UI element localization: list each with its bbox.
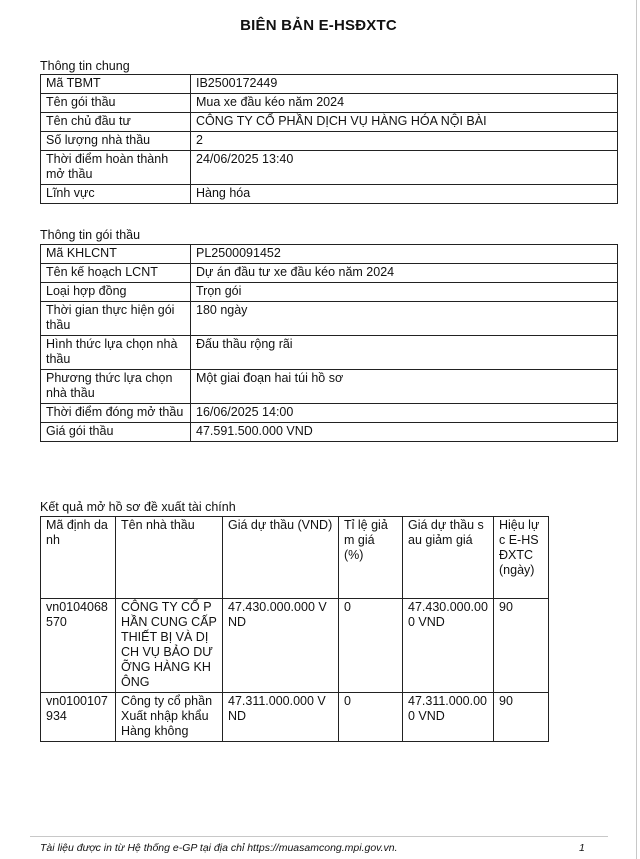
- package-info-table: [40, 244, 618, 442]
- table-row: [41, 693, 549, 742]
- table-row: [41, 264, 618, 283]
- row-label: Tên gói thầu: [41, 94, 191, 113]
- footer-text: Tài liệu được in từ Hệ thống e-GP tại địa chỉ https://muasamcong.mpi.gov.vn.: [40, 842, 398, 854]
- footer-divider: [30, 836, 608, 837]
- row-value: Hàng hóa: [191, 185, 618, 204]
- cell-name: CÔNG TY CỔ PHẦN CUNG CẤP THIẾT BỊ VÀ DỊCH VỤ BẢO DƯỠNG HÀNG KHÔNG: [116, 599, 223, 693]
- row-value: PL2500091452: [191, 245, 618, 264]
- column-header: Tên nhà thầu: [116, 517, 223, 599]
- row-value: Trọn gói: [191, 283, 618, 302]
- row-label: Lĩnh vực: [41, 185, 191, 204]
- row-label: Giá gói thầu: [41, 423, 191, 442]
- table-row: [41, 132, 618, 151]
- row-value: 47.591.500.000 VND: [191, 423, 618, 442]
- table-row: [41, 404, 618, 423]
- row-label: Mã KHLCNT: [41, 245, 191, 264]
- page-number: 1: [579, 842, 585, 854]
- row-value: CÔNG TY CỔ PHẦN DỊCH VỤ HÀNG HÓA NỘI BÀI: [191, 113, 618, 132]
- row-label: Loại hợp đồng: [41, 283, 191, 302]
- cell-id: vn0104068570: [41, 599, 116, 693]
- cell-validity: 90: [494, 693, 549, 742]
- package-info-heading: Thông tin gói thầu: [40, 228, 141, 242]
- row-value: 2: [191, 132, 618, 151]
- cell-discount: 0: [339, 693, 403, 742]
- column-header: Giá dự thầu (VND): [223, 517, 339, 599]
- table-row: [41, 94, 618, 113]
- cell-name: Công ty cổ phần Xuất nhập khẩu Hàng không: [116, 693, 223, 742]
- row-label: Tên chủ đầu tư: [41, 113, 191, 132]
- row-label: Hình thức lựa chọn nhà thầu: [41, 336, 191, 370]
- row-value: Một giai đoạn hai túi hồ sơ: [191, 370, 618, 404]
- table-row: [41, 423, 618, 442]
- row-label: Thời điểm hoàn thành mở thầu: [41, 151, 191, 185]
- row-label: Thời điểm đóng mở thầu: [41, 404, 191, 423]
- table-row: [41, 245, 618, 264]
- row-value: 24/06/2025 13:40: [191, 151, 618, 185]
- table-row: [41, 283, 618, 302]
- row-value: IB2500172449: [191, 75, 618, 94]
- row-value: 16/06/2025 14:00: [191, 404, 618, 423]
- column-header: Giá dự thầu sau giảm giá: [403, 517, 494, 599]
- table-row: [41, 336, 618, 370]
- table-header-row: [41, 517, 549, 599]
- cell-final-price: 47.311.000.000 VND: [403, 693, 494, 742]
- cell-price: 47.430.000.000 VND: [223, 599, 339, 693]
- table-row: [41, 113, 618, 132]
- row-value: 180 ngày: [191, 302, 618, 336]
- cell-validity: 90: [494, 599, 549, 693]
- row-value: Đấu thầu rộng rãi: [191, 336, 618, 370]
- row-label: Phương thức lựa chọn nhà thầu: [41, 370, 191, 404]
- row-label: Số lượng nhà thầu: [41, 132, 191, 151]
- row-label: Tên kế hoạch LCNT: [41, 264, 191, 283]
- general-info-table: [40, 74, 618, 204]
- table-row: [41, 185, 618, 204]
- table-row: [41, 370, 618, 404]
- document-title: BIÊN BẢN E-HSĐXTC: [240, 17, 397, 34]
- results-heading: Kết quả mở hồ sơ đề xuất tài chính: [40, 500, 236, 514]
- table-row: [41, 151, 618, 185]
- results-table: [40, 516, 549, 742]
- cell-final-price: 47.430.000.000 VND: [403, 599, 494, 693]
- row-label: Thời gian thực hiện gói thầu: [41, 302, 191, 336]
- row-value: Mua xe đầu kéo năm 2024: [191, 94, 618, 113]
- table-row: [41, 599, 549, 693]
- cell-price: 47.311.000.000 VND: [223, 693, 339, 742]
- general-info-heading: Thông tin chung: [40, 59, 130, 73]
- cell-id: vn0100107934: [41, 693, 116, 742]
- row-label: Mã TBMT: [41, 75, 191, 94]
- table-row: [41, 75, 618, 94]
- table-row: [41, 302, 618, 336]
- column-header: Hiệu lực E-HSĐXTC (ngày): [494, 517, 549, 599]
- column-header: Mã định danh: [41, 517, 116, 599]
- cell-discount: 0: [339, 599, 403, 693]
- row-value: Dự án đầu tư xe đầu kéo năm 2024: [191, 264, 618, 283]
- column-header: Tỉ lệ giảm giá (%): [339, 517, 403, 599]
